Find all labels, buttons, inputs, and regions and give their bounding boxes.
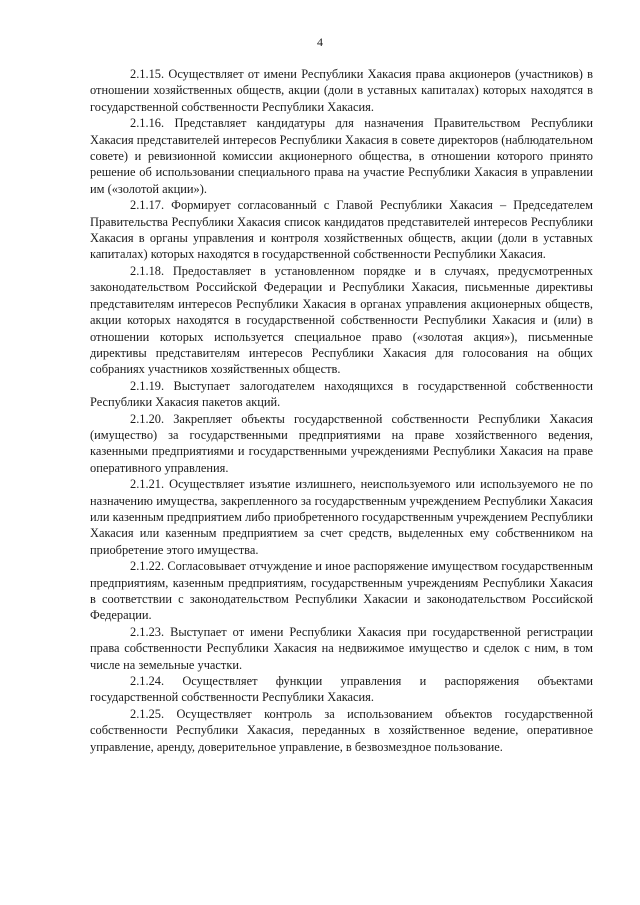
- paragraph-2-1-18: 2.1.18. Предоставляет в установленном порядке и в случаях, предусмотренных законодательством Российской Федерации и Республики Хакасия, письменные директивы представителям интересов Республики Хакасия в органах управления акционерных обществ, акции которых находятся в государственной собственности Республики Хакасия и (или) в отношении которых используется специальное право («золотая акция»), письменные директивы представителям интересов Республики Хакасия для голосования на общих собраниях участников хозяйственных обществ.: [90, 263, 593, 377]
- paragraph-2-1-15: 2.1.15. Осуществляет от имени Республики Хакасия права акционеров (участников) в отношении хозяйственных обществ, акции (доли в уставных капиталах) которых находятся в государственной собственности Республики Хакасия.: [90, 67, 593, 114]
- paragraph-2-1-22: 2.1.22. Согласовывает отчуждение и иное распоряжение имуществом государственным предприятиям, казенным предприятиям, государственным учреждениям Республики Хакасия в соответствии с законодательством Республики Хакасии и законодательством Российской Федерации.: [90, 559, 593, 623]
- page-number: 4: [317, 35, 323, 49]
- paragraph-2-1-21: 2.1.21. Осуществляет изъятие излишнего, неиспользуемого или используемого не по назначению имущества, закрепленного за государственным учреждением Республики Хакасия или казенным предприятием либо приобретенного государственным учреждением Республики Хакасия или казенным предприятием за счет средств, выделенных ему собственником на приобретение этого имущества.: [90, 477, 593, 557]
- paragraph-2-1-16: 2.1.16. Представляет кандидатуры для назначения Правительством Республики Хакасия представителей интересов Республики Хакасия в совете директоров (наблюдательном совете) и ревизионной комиссии акционерного общества, в отношении которого принято решение об использовании специального права на участие Республики Хакасия в управлении им («золотой акции»).: [90, 116, 593, 196]
- paragraph-2-1-17: 2.1.17. Формирует согласованный с Главой Республики Хакасия – Председателем Правительства Республики Хакасия список кандидатов представителей интересов Республики Хакасия в органы управления и контроля хозяйственных обществ, акции (доли в уставных капиталах) которых находятся в государственной собственности Республики Хакасия.: [90, 198, 593, 262]
- paragraph-2-1-23: 2.1.23. Выступает от имени Республики Хакасия при государственной регистрации права собственности Республики Хакасия на недвижимое имущество и сделок с ним, в том числе на земельные участки.: [90, 624, 593, 672]
- paragraph-2-1-20: 2.1.20. Закрепляет объекты государственной собственности Республики Хакасия (имущество) за государственными предприятиями на праве хозяйственного ведения, казенными предприятиями и государственными учреждениями Республики Хакасия на праве оперативного управления.: [90, 411, 593, 475]
- paragraph-2-1-24: 2.1.24. Осуществляет функции управления и распоряжения объектами государственной собственности Республики Хакасия.: [90, 674, 593, 705]
- paragraph-2-1-25: 2.1.25. Осуществляет контроль за использованием объектов государственной собственности Республики Хакасия, переданных в хозяйственное ведение, оперативное управление, аренду, доверительное управление, в безвозмездное пользование.: [90, 706, 593, 754]
- paragraph-2-1-19: 2.1.19. Выступает залогодателем находящихся в государственной собственности Республики Хакасия пакетов акций.: [90, 378, 593, 410]
- document-body: [90, 66, 593, 755]
